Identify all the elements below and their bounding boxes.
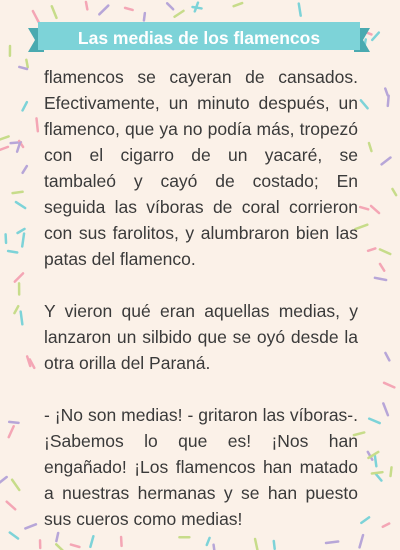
confetti-sprinkle bbox=[23, 166, 27, 173]
confetti-sprinkle bbox=[385, 89, 387, 96]
confetti-sprinkle bbox=[86, 2, 87, 9]
confetti-sprinkle bbox=[383, 524, 389, 527]
confetti-sprinkle bbox=[375, 456, 376, 466]
confetti-sprinkle bbox=[125, 8, 133, 10]
confetti-sprinkle bbox=[371, 206, 379, 213]
confetti-sprinkle bbox=[255, 539, 257, 550]
confetti-sprinkle bbox=[9, 426, 14, 437]
confetti-sprinkle bbox=[391, 467, 392, 476]
confetti-sprinkle bbox=[19, 67, 27, 69]
confetti-sprinkle bbox=[99, 6, 108, 15]
confetti-sprinkle bbox=[10, 533, 18, 539]
confetti-sprinkle bbox=[56, 544, 63, 550]
confetti-sprinkle bbox=[167, 3, 173, 9]
confetti-sprinkle bbox=[369, 143, 371, 151]
confetti-sprinkle bbox=[368, 248, 375, 250]
confetti-sprinkle bbox=[36, 118, 37, 131]
paragraph-2: Y vieron qué eran aquellas medias, y lanzaron un silbido que se oyó desde la otra orilla del Paraná. bbox=[44, 301, 358, 373]
confetti-sprinkle bbox=[0, 147, 8, 150]
confetti-sprinkle bbox=[71, 545, 79, 547]
confetti-sprinkle bbox=[193, 7, 202, 8]
confetti-sprinkle bbox=[234, 3, 243, 6]
page-title: Las medias de los flamencos bbox=[77, 28, 321, 48]
confetti-sprinkle bbox=[383, 403, 388, 415]
confetti-sprinkle bbox=[274, 541, 275, 549]
confetti-sprinkle bbox=[175, 11, 184, 17]
confetti-sprinkle bbox=[369, 419, 379, 423]
confetti-sprinkle bbox=[27, 356, 30, 366]
confetti-sprinkle bbox=[372, 33, 379, 40]
confetti-sprinkle bbox=[384, 383, 394, 388]
confetti-sprinkle bbox=[380, 249, 390, 254]
confetti-sprinkle bbox=[18, 229, 25, 233]
confetti-sprinkle bbox=[376, 474, 382, 481]
confetti-sprinkle bbox=[56, 533, 58, 541]
confetti-sprinkle bbox=[326, 541, 338, 543]
confetti-sprinkle bbox=[361, 517, 369, 523]
confetti-sprinkle bbox=[207, 538, 210, 545]
paragraph-3: - ¡No son medias! - gritaron las víboras-. ¡Sabemos lo que es! ¡Nos han engañado! ¡Los flamencos han matado a nuestras hermanas y se han puesto sus cueros como medias! bbox=[44, 405, 358, 529]
confetti-sprinkle bbox=[23, 102, 27, 110]
confetti-sprinkle bbox=[16, 202, 25, 208]
confetti-sprinkle bbox=[12, 480, 19, 490]
confetti-sprinkle bbox=[375, 278, 386, 280]
confetti-sprinkle bbox=[0, 136, 9, 139]
confetti-sprinkle bbox=[25, 524, 36, 528]
confetti-sprinkle bbox=[299, 4, 301, 16]
confetti-sprinkle bbox=[392, 189, 396, 195]
story-text bbox=[44, 64, 358, 532]
confetti-sprinkle bbox=[26, 60, 27, 67]
confetti-sprinkle bbox=[52, 6, 57, 18]
confetti-sprinkle bbox=[13, 192, 23, 193]
confetti-sprinkle bbox=[90, 536, 93, 547]
confetti-sprinkle bbox=[22, 234, 24, 247]
confetti-sprinkle bbox=[360, 535, 364, 547]
confetti-sprinkle bbox=[385, 353, 389, 360]
confetti-sprinkle bbox=[382, 158, 391, 165]
confetti-sprinkle bbox=[9, 422, 18, 423]
confetti-sprinkle bbox=[14, 306, 18, 313]
confetti-sprinkle bbox=[21, 312, 23, 325]
confetti-sprinkle bbox=[360, 207, 368, 209]
confetti-sprinkle bbox=[214, 545, 215, 550]
confetti-sprinkle bbox=[0, 477, 7, 485]
paragraph-1: flamencos se cayeran de cansados. Efectivamente, un minuto después, un flamenco, que ya no podía más, tropezó con el cigarro de un yacaré, se tambaleó y cayó de costado; En seguida las víboras de coral corrieron con sus farolitos, y alumbraron bien las patas del flamenco. bbox=[44, 67, 358, 269]
confetti-sprinkle bbox=[388, 96, 389, 106]
confetti-sprinkle bbox=[361, 100, 368, 108]
confetti-sprinkle bbox=[380, 264, 384, 271]
confetti-sprinkle bbox=[7, 502, 16, 510]
confetti-sprinkle bbox=[17, 143, 20, 152]
confetti-sprinkle bbox=[372, 472, 383, 473]
confetti-sprinkle bbox=[15, 273, 23, 281]
confetti-sprinkle bbox=[8, 251, 17, 252]
title-banner bbox=[28, 18, 370, 58]
